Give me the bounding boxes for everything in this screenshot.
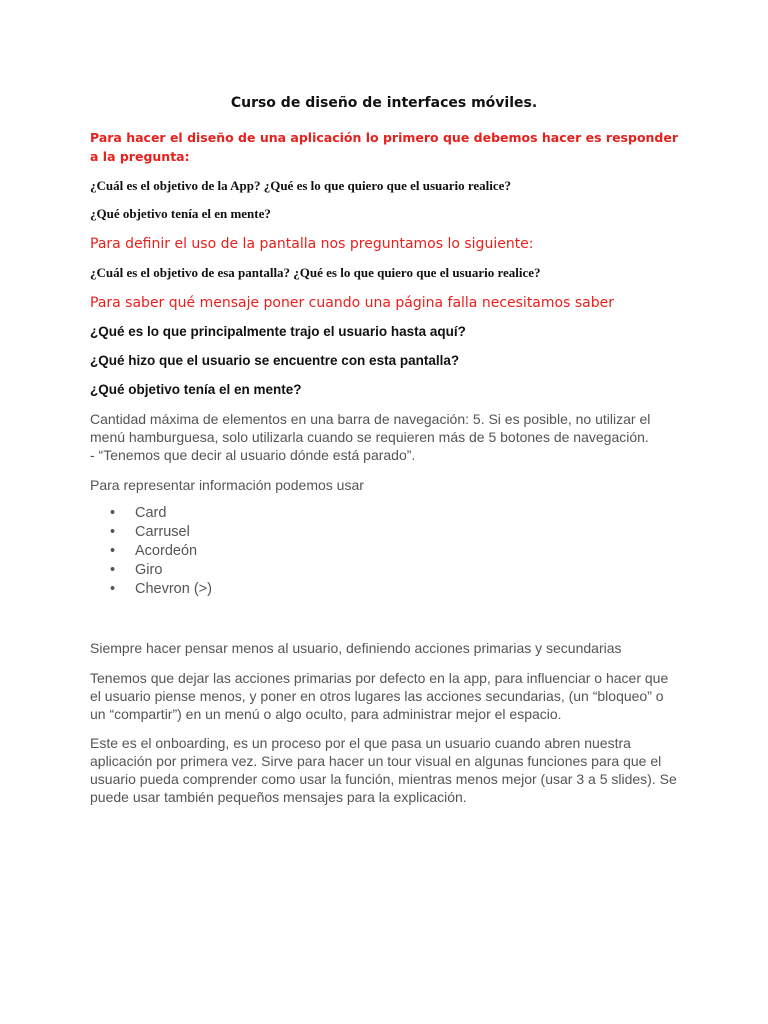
navigation-bar-rule: Cantidad máxima de elementos en una barra de navegación: 5. Si es posible, no utilizar el menú hamburguesa, solo utilizarla cuando se requieren más de 5 botones de navegación. bbox=[90, 411, 651, 445]
primary-actions-paragraph: Tenemos que dejar las acciones primarias por defecto en la app, para influenciar o hacer que el usuario piense menos, y poner en otros lugares las acciones secundarias, (un “bloqueo” o un “compartir”) en un menú o algo oculto, para administrar mejor el espacio. bbox=[90, 670, 669, 722]
question-user-objective-1: ¿Qué objetivo tenía el en mente? bbox=[90, 206, 271, 221]
navigation-bar-quote: - “Tenemos que decir al usuario dónde está parado”. bbox=[90, 447, 416, 463]
screen-use-red-text: Para definir el uso de la pantalla nos preguntamos lo siguiente: bbox=[90, 236, 534, 252]
question-screen-objective: ¿Cuál es el objetivo de esa pantalla? ¿Qué es lo que quiero que el usuario realice? bbox=[90, 265, 541, 280]
question-user-objective-2: ¿Qué objetivo tenía el en mente? bbox=[90, 382, 302, 397]
bullet-icon: • bbox=[110, 562, 116, 578]
bullet-icon: • bbox=[110, 505, 116, 521]
list-item-label: Card bbox=[135, 505, 167, 521]
list-item-label: Giro bbox=[135, 562, 163, 578]
list-item bbox=[90, 542, 212, 561]
list-item bbox=[90, 561, 212, 580]
onboarding-paragraph: Este es el onboarding, es un proceso por el que pasa un usuario cuando abren nuestra aplicación por primera vez. Sirve para hacer un tour visual en algunas funciones para que el usuario pueda comprender como usar la función, mientras menos mejor (usar 3 a 5 slides). Se puede usar también pequeños mensajes para la explicación. bbox=[90, 735, 677, 805]
question-how-user-arrived: ¿Qué hizo que el usuario se encuentre con esta pantalla? bbox=[90, 353, 460, 368]
bullet-icon: • bbox=[110, 543, 116, 559]
error-page-red-text: Para saber qué mensaje poner cuando una página falla necesitamos saber bbox=[90, 295, 614, 311]
question-app-objective: ¿Cuál es el objetivo de la App? ¿Qué es lo que quiero que el usuario realice? bbox=[90, 178, 511, 193]
intro-red-text: Para hacer el diseño de una aplicación lo primero que debemos hacer es responder a la pregunta: bbox=[90, 130, 679, 164]
think-less-paragraph: Siempre hacer pensar menos al usuario, definiendo acciones primarias y secundarias bbox=[90, 640, 622, 656]
represent-info-intro: Para representar información podemos usar bbox=[90, 477, 364, 493]
navigation-bar-paragraph bbox=[90, 410, 680, 464]
list-item-label: Acordeón bbox=[135, 543, 198, 559]
document-title: Curso de diseño de interfaces móviles. bbox=[230, 95, 538, 111]
bullet-icon: • bbox=[110, 524, 116, 540]
list-item bbox=[90, 523, 212, 542]
bullet-icon: • bbox=[110, 581, 116, 597]
represent-info-list bbox=[90, 504, 212, 599]
question-what-brought-user: ¿Qué es lo que principalmente trajo el usuario hasta aquí? bbox=[90, 324, 466, 339]
list-item-label: Chevron (>) bbox=[135, 581, 212, 597]
list-item bbox=[90, 504, 212, 523]
list-item-label: Carrusel bbox=[135, 524, 190, 540]
list-item bbox=[90, 580, 212, 599]
